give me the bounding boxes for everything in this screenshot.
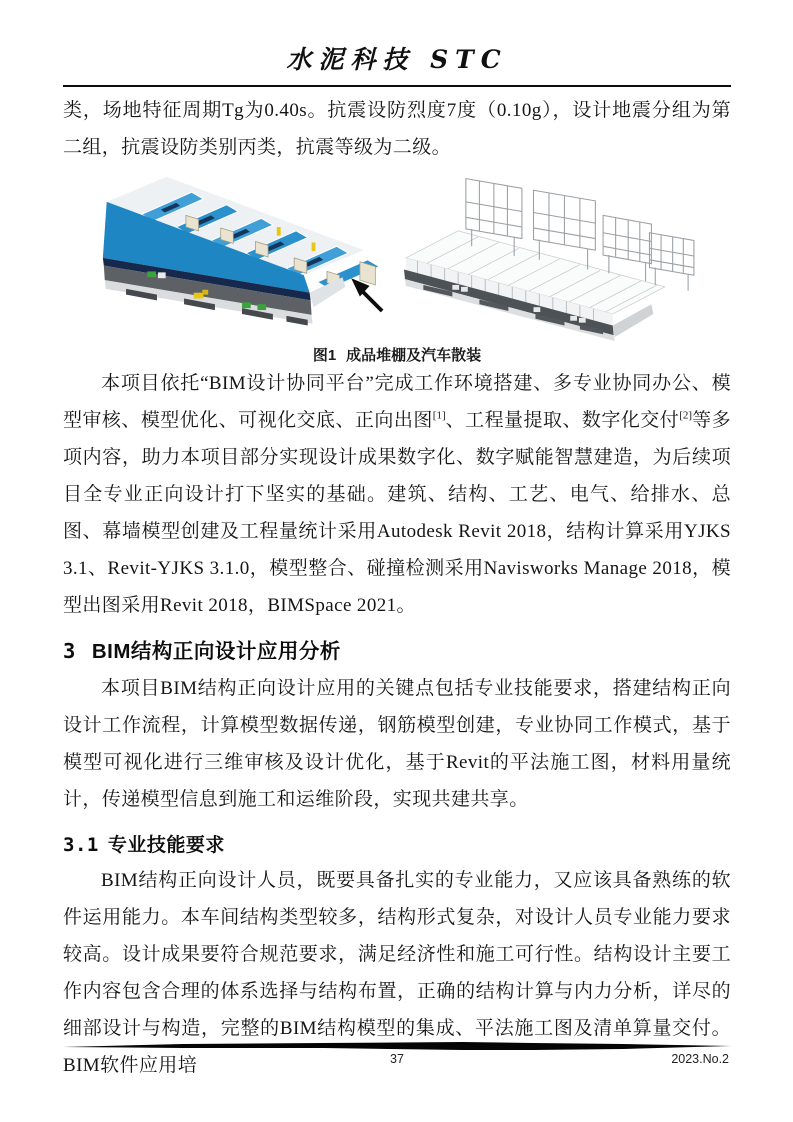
- section-number: 3: [63, 639, 76, 663]
- reference-1: [1]: [432, 409, 446, 422]
- callout-arrow-icon: [351, 278, 382, 311]
- figure-caption-text: 成品堆棚及汽车散装: [346, 347, 482, 364]
- journal-header: [63, 0, 731, 87]
- section-3-1-heading: [63, 830, 731, 857]
- page-number: 37: [390, 1052, 404, 1066]
- paragraph-section-3-1: BIM结构正向设计人员，既要具备扎实的专业能力，又应该具备熟练的软件运用能力。本车间结构类型较多，结构形式复杂，对设计人员专业能力要求较高。设计成果要符合规范要求，满足经济性和施工可行性。结构设计主要工作内容包含合理的体系选择与结构布置，正确的结构计算与内力分析，详尽的细部设计与构造，完整的BIM结构模型的集成、平法施工图及清单算量交付。BIM软件应用培: [63, 870, 731, 1076]
- paragraph-section-3: 本项目BIM结构正向设计应用的关键点包括专业技能要求，搭建结构正向设计工作流程，计算模型数据传递，钢筋模型创建，专业协同工作模式，基于模型可视化进行三维审核及设计优化，基于Revit的平法施工图，材料用量统计，传递模型信息到施工和运维阶段，实现共建共享。: [63, 678, 731, 810]
- paragraph-text: 本项目依托“BIM设计协同平台”完成工作环境搭建、多专业协同办公、模型审核、模型优化、可视化交底、正向出图: [63, 373, 731, 431]
- wireframe-bim-model-image: [394, 169, 702, 341]
- header-divider: [63, 85, 731, 87]
- figure-images: [63, 169, 731, 341]
- page-footer: [63, 1042, 731, 1070]
- paragraph-bim-platform: [63, 365, 731, 624]
- paragraph-text: 等多项内容，助力本项目部分实现设计成果数字化、数字赋能智慧建造，为后续项目全专业正向设计打下坚实的基础。建筑、结构、工艺、电气、给排水、总图、幕墙模型创建及工程量统计采用Autodesk Revit 2018，结构计算采用YJKS 3.1、Revit-YJKS 3.1.0，模型整合、碰撞检测采用Navisworks Manage 2018，模型出图采用Revit 2018，BIMSpace 2021。: [63, 410, 731, 616]
- subsection-title: 专业技能要求: [107, 835, 225, 856]
- section-3-heading: [63, 634, 731, 664]
- paragraph-seismic: 类，场地特征周期Tg为0.40s。抗震设防烈度7度（0.10g），设计地震分组为第二组，抗震设防类别丙类，抗震等级为二级。: [63, 100, 731, 158]
- figure-caption: [63, 344, 731, 365]
- footer-divider: [63, 1042, 731, 1050]
- section-title: BIM结构正向设计应用分析: [91, 640, 341, 663]
- reference-2: [2]: [679, 409, 693, 422]
- subsection-number: 3.1: [63, 834, 99, 856]
- rendered-bim-model-image: [92, 169, 392, 341]
- issue-number: 2023.No.2: [671, 1052, 729, 1066]
- paragraph-text: 、工程量提取、数字化交付: [445, 410, 680, 431]
- journal-title: 水泥科技 STC: [286, 45, 508, 74]
- figure-caption-label: 图1: [312, 347, 337, 364]
- figure-1: [63, 169, 731, 365]
